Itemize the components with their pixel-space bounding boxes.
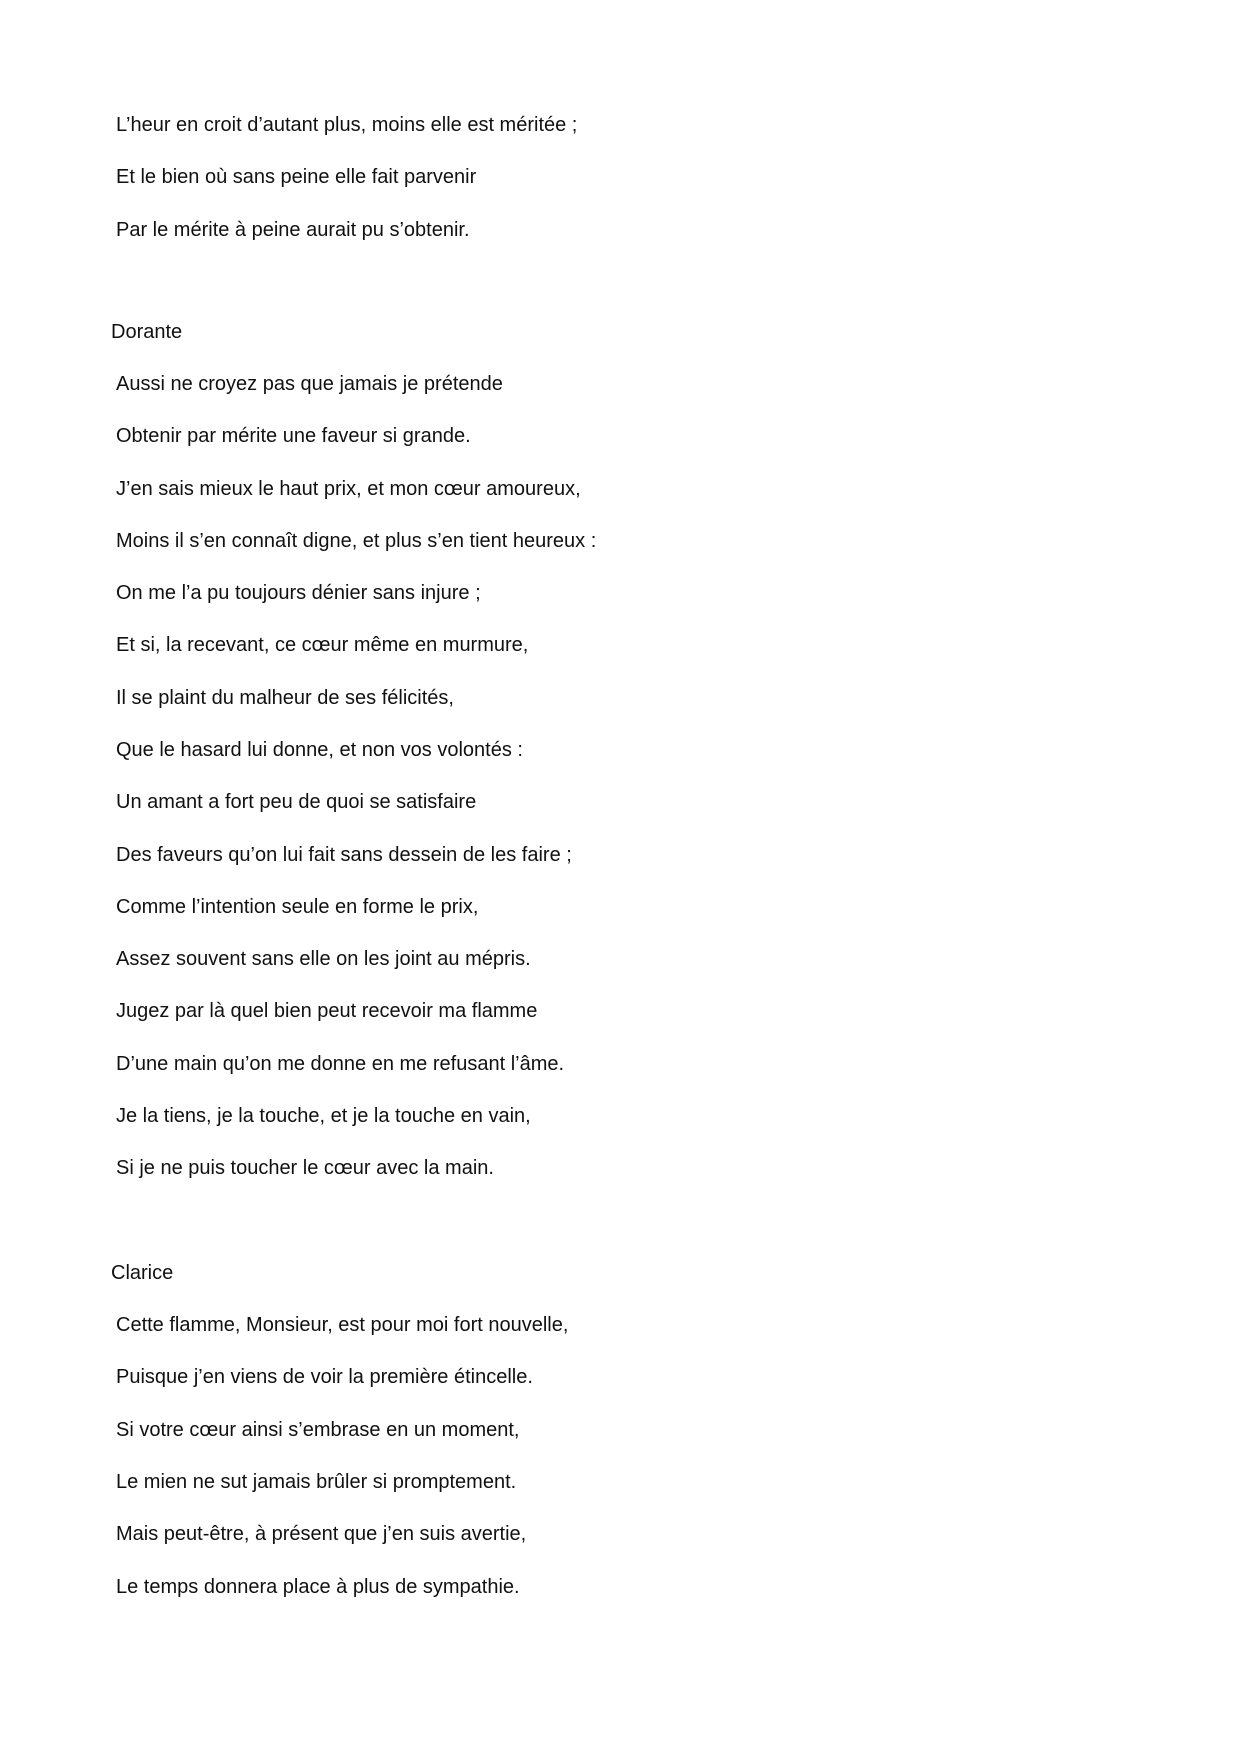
verse-line: Jugez par là quel bien peut recevoir ma flamme (116, 1000, 538, 1022)
verse-line: Aussi ne croyez pas que jamais je prétende (116, 373, 503, 395)
speaker-name: Clarice (111, 1262, 174, 1284)
verse-line: Je la tiens, je la touche, et je la touche en vain, (116, 1105, 531, 1127)
verse-line: Par le mérite à peine aurait pu s’obtenir. (116, 219, 470, 241)
verse-line: Et si, la recevant, ce cœur même en murmure, (116, 634, 529, 656)
verse-line: Obtenir par mérite une faveur si grande. (116, 425, 471, 447)
verse-line: Si je ne puis toucher le cœur avec la main. (116, 1157, 494, 1179)
verse-line: Le temps donnera place à plus de sympathie. (116, 1576, 520, 1598)
verse-line: Assez souvent sans elle on les joint au mépris. (116, 948, 531, 970)
verse-line: L’heur en croit d’autant plus, moins elle est méritée ; (116, 114, 578, 136)
verse-line: Le mien ne sut jamais brûler si promptement. (116, 1471, 517, 1493)
verse-line: Comme l’intention seule en forme le prix, (116, 896, 479, 918)
verse-line: Un amant a fort peu de quoi se satisfaire (116, 791, 477, 813)
verse-line: Et le bien où sans peine elle fait parvenir (116, 166, 477, 188)
verse-line: On me l’a pu toujours dénier sans injure ; (116, 582, 481, 604)
verse-line: J’en sais mieux le haut prix, et mon cœur amoureux, (116, 478, 581, 500)
verse-line: Puisque j’en viens de voir la première étincelle. (116, 1366, 533, 1388)
verse-line: Des faveurs qu’on lui fait sans dessein de les faire ; (116, 844, 572, 866)
verse-line: Cette flamme, Monsieur, est pour moi fort nouvelle, (116, 1314, 569, 1336)
verse-line: Moins il s’en connaît digne, et plus s’en tient heureux : (116, 530, 597, 552)
verse-line: Mais peut-être, à présent que j’en suis avertie, (116, 1523, 527, 1545)
verse-line: Il se plaint du malheur de ses félicités, (116, 687, 454, 709)
verse-line: D’une main qu’on me donne en me refusant l’âme. (116, 1053, 565, 1075)
verse-line: Si votre cœur ainsi s’embrase en un moment, (116, 1419, 520, 1441)
verse-line: Que le hasard lui donne, et non vos volontés : (116, 739, 523, 761)
speaker-name: Dorante (111, 321, 183, 343)
